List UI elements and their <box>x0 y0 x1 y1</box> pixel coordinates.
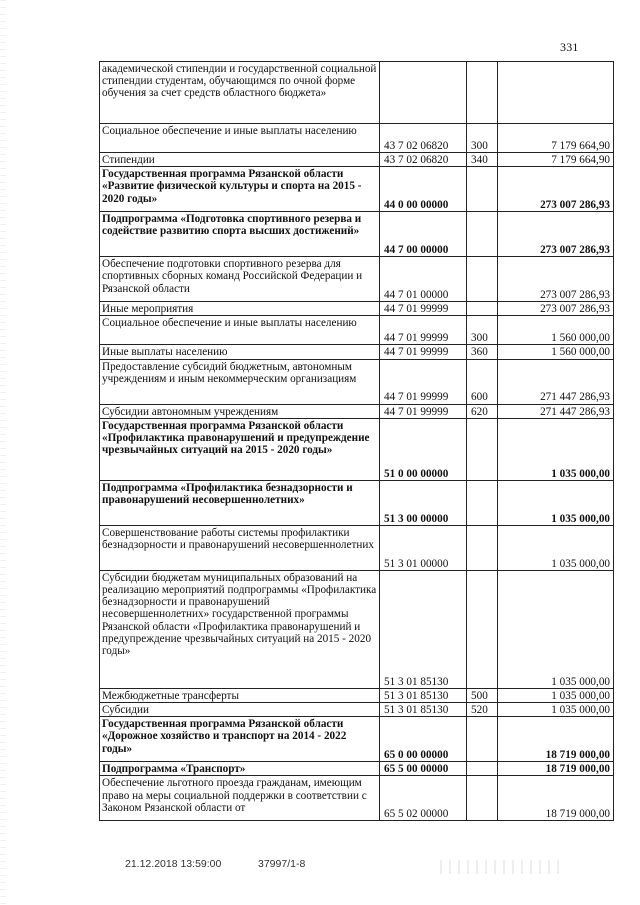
row-sum: 1 035 000,00 <box>498 570 614 688</box>
table-row <box>100 124 614 153</box>
table-row <box>100 345 614 359</box>
row-expense-type <box>467 762 498 776</box>
row-name: Предоставление субсидий бюджетным, автономным учреждениям и иным некоммерческим организациям <box>100 359 380 404</box>
table-row <box>100 525 614 570</box>
row-name: Субсидии автономным учреждениям <box>100 404 380 418</box>
row-code: 51 3 00 00000 <box>380 480 467 525</box>
row-name: Государственная программа Рязанской области «Дорожное хозяйство и транспорт на 2014 - 2022 годы» <box>100 717 380 762</box>
row-sum: 1 035 000,00 <box>498 418 614 480</box>
row-expense-type: 340 <box>467 153 498 167</box>
row-name: Государственная программа Рязанской области «Профилактика правонарушений и предупреждение чрезвычайных ситуаций на 2015 - 2020 годы» <box>100 418 380 480</box>
footer-document-id: 37997/1-8 <box>258 858 306 870</box>
table-row <box>100 302 614 316</box>
scan-noise-artifact <box>440 860 560 874</box>
table-row <box>100 316 614 345</box>
row-expense-type <box>467 717 498 762</box>
row-sum: 1 035 000,00 <box>498 525 614 570</box>
row-code: 51 3 01 85130 <box>380 688 467 702</box>
table-row <box>100 359 614 404</box>
row-name: Субсидии <box>100 703 380 717</box>
table-row <box>100 717 614 762</box>
row-expense-type: 620 <box>467 404 498 418</box>
row-sum <box>498 62 614 124</box>
table-row <box>100 762 614 776</box>
row-expense-type: 300 <box>467 124 498 153</box>
table-row <box>100 404 614 418</box>
row-expense-type: 300 <box>467 316 498 345</box>
row-sum: 273 007 286,93 <box>498 167 614 212</box>
row-code: 65 0 00 00000 <box>380 717 467 762</box>
table-row <box>100 570 614 688</box>
row-code: 44 7 01 99999 <box>380 316 467 345</box>
row-sum: 1 035 000,00 <box>498 688 614 702</box>
table-row <box>100 153 614 167</box>
table-row <box>100 167 614 212</box>
row-sum: 273 007 286,93 <box>498 257 614 302</box>
row-expense-type <box>467 257 498 302</box>
row-name: Субсидии бюджетам муниципальных образований на реализацию мероприятий подпрограммы «Профилактика безнадзорности и правонарушений несовершеннолетних» государственной программы Рязанской области «Профилактика правонарушений и предупреждение чрезвычайных ситуаций на 2015 - 2020 годы» <box>100 570 380 688</box>
row-sum: 273 007 286,93 <box>498 212 614 257</box>
row-code: 44 0 00 00000 <box>380 167 467 212</box>
row-expense-type <box>467 418 498 480</box>
row-sum: 7 179 664,90 <box>498 153 614 167</box>
row-name: Социальное обеспечение и иные выплаты населению <box>100 124 380 153</box>
row-expense-type <box>467 480 498 525</box>
row-name: Стипендии <box>100 153 380 167</box>
page-number: 331 <box>560 40 579 54</box>
row-code: 44 7 01 99999 <box>380 302 467 316</box>
row-name: Иные мероприятия <box>100 302 380 316</box>
row-name: Обеспечение подготовки спортивного резерва для спортивных сборных команд Российской Федерации и Рязанской области <box>100 257 380 302</box>
row-sum: 1 560 000,00 <box>498 316 614 345</box>
row-expense-type <box>467 167 498 212</box>
row-sum: 18 719 000,00 <box>498 762 614 776</box>
row-expense-type: 500 <box>467 688 498 702</box>
table-row <box>100 776 614 821</box>
row-name: Социальное обеспечение и иные выплаты населению <box>100 316 380 345</box>
row-code: 51 0 00 00000 <box>380 418 467 480</box>
row-code: 51 3 01 85130 <box>380 703 467 717</box>
row-code: 44 7 01 99999 <box>380 359 467 404</box>
table-row <box>100 212 614 257</box>
row-name: Подпрограмма «Профилактика безнадзорности и правонарушений несовершеннолетних» <box>100 480 380 525</box>
row-name: Иные выплаты населению <box>100 345 380 359</box>
table-row <box>100 62 614 124</box>
row-code: 44 7 00 00000 <box>380 212 467 257</box>
row-expense-type: 360 <box>467 345 498 359</box>
row-expense-type <box>467 570 498 688</box>
row-code: 65 5 00 00000 <box>380 762 467 776</box>
row-name: Обеспечение льготного проезда гражданам, имеющим право на меры социальной поддержки в соответствии с Законом Рязанской области от <box>100 776 380 821</box>
row-expense-type: 520 <box>467 703 498 717</box>
row-sum: 271 447 286,93 <box>498 404 614 418</box>
row-sum: 273 007 286,93 <box>498 302 614 316</box>
row-name: Совершенствование работы системы профилактики безнадзорности и правонарушений несовершеннолетних <box>100 525 380 570</box>
row-code: 44 7 01 99999 <box>380 404 467 418</box>
table-row <box>100 688 614 702</box>
row-code: 43 7 02 06820 <box>380 153 467 167</box>
row-code: 44 7 01 99999 <box>380 345 467 359</box>
row-code: 44 7 01 00000 <box>380 257 467 302</box>
row-code: 51 3 01 85130 <box>380 570 467 688</box>
footer-datetime: 21.12.2018 13:59:00 <box>125 858 222 870</box>
row-name: Подпрограмма «Подготовка спортивного резерва и содействие развитию спорта высших достижений» <box>100 212 380 257</box>
scan-margin-artifact <box>0 0 6 905</box>
row-code: 43 7 02 06820 <box>380 124 467 153</box>
row-name: Государственная программа Рязанской области «Развитие физической культуры и спорта на 2015 - 2020 годы» <box>100 167 380 212</box>
row-expense-type <box>467 62 498 124</box>
table-row <box>100 703 614 717</box>
row-expense-type <box>467 525 498 570</box>
row-sum: 1 035 000,00 <box>498 480 614 525</box>
row-name: Межбюджетные трансферты <box>100 688 380 702</box>
table-row <box>100 257 614 302</box>
row-expense-type <box>467 776 498 821</box>
budget-table-body <box>100 62 614 821</box>
budget-table <box>99 61 614 821</box>
table-row <box>100 480 614 525</box>
row-code: 51 3 01 00000 <box>380 525 467 570</box>
row-sum: 18 719 000,00 <box>498 717 614 762</box>
row-sum: 7 179 664,90 <box>498 124 614 153</box>
row-expense-type <box>467 302 498 316</box>
row-sum: 1 560 000,00 <box>498 345 614 359</box>
row-sum: 18 719 000,00 <box>498 776 614 821</box>
row-code <box>380 62 467 124</box>
row-name: Подпрограмма «Транспорт» <box>100 762 380 776</box>
row-code: 65 5 02 00000 <box>380 776 467 821</box>
table-row <box>100 418 614 480</box>
row-expense-type <box>467 212 498 257</box>
row-sum: 1 035 000,00 <box>498 703 614 717</box>
row-expense-type: 600 <box>467 359 498 404</box>
row-sum: 271 447 286,93 <box>498 359 614 404</box>
row-name: академической стипендии и государственной социальной стипендии студентам, обучающимся по очной форме обучения за счет средств областного бюджета» <box>100 62 380 124</box>
